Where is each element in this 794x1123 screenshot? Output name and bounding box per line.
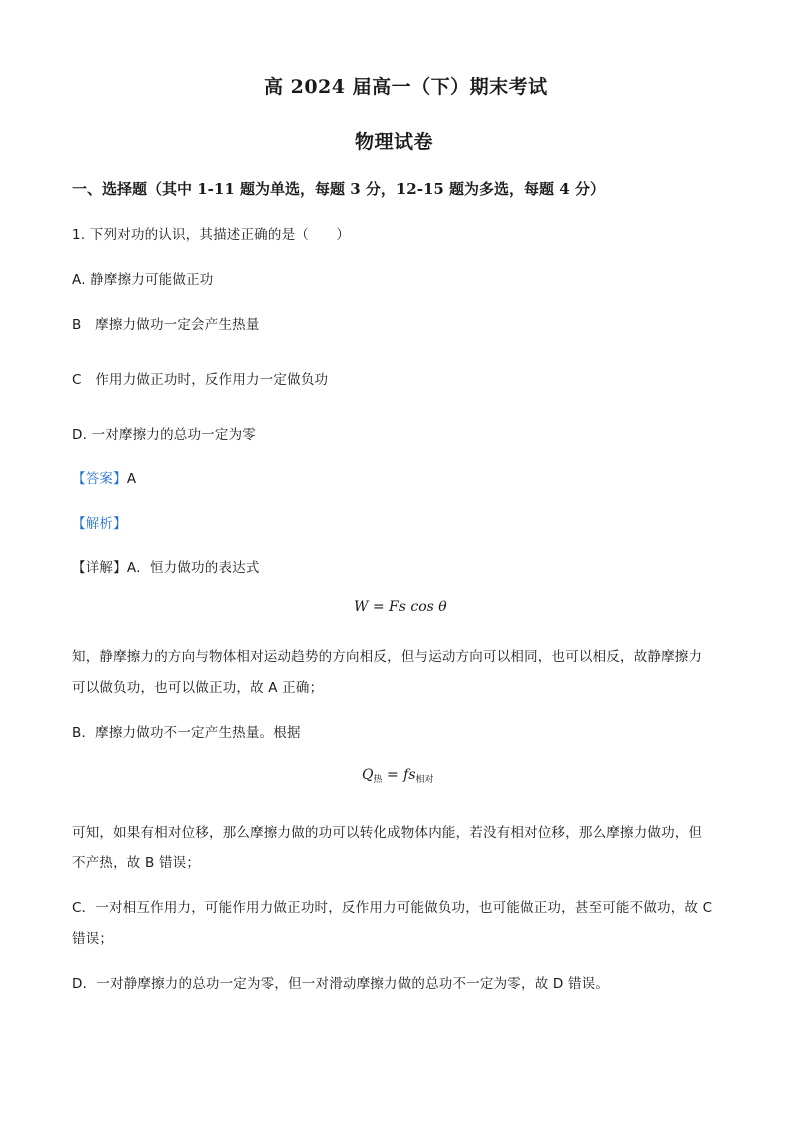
option-b: B 摩擦力做功一定会产生热量	[72, 317, 260, 333]
detail-line	[72, 556, 260, 576]
para-c-line1: C．一对相互作用力，可能作用力做正功时，反作用力可能做负功，也可能做正功，甚至可能不做功，故 C	[72, 900, 713, 916]
exam-title: 高 2024 届高一（下）期末考试	[264, 76, 548, 98]
para-a-line2: 可以做负功，也可以做正功，故 A 正确；	[72, 680, 324, 696]
detail-intro: A．恒力做功的表达式	[126, 560, 260, 576]
heat-formula	[362, 767, 434, 783]
answer-value: A	[126, 471, 137, 487]
exam-subtitle: 物理试卷	[355, 131, 434, 153]
heat-subscript: 热	[373, 775, 383, 785]
answer-tag: 【答案】	[72, 471, 127, 487]
option-a: A. 静摩擦力可能做正功	[72, 272, 214, 288]
para-b-intro: B．摩擦力做功不一定产生热量。根据	[72, 725, 301, 741]
section-heading: 一、选择题（其中 1-11 题为单选，每题 3 分，12-15 题为多选，每题 4 分）	[72, 180, 605, 198]
para-d: D．一对静摩擦力的总功一定为零，但一对滑动摩擦力做的总功不一定为零，故 D 错误。	[72, 976, 610, 992]
answer-line	[72, 467, 136, 487]
analysis-tag: 【解析】	[72, 516, 127, 532]
option-d: D. 一对摩擦力的总功一定为零	[72, 427, 256, 443]
relative-subscript: 相对	[415, 775, 434, 785]
para-a-line1: 知，静摩擦力的方向与物体相对运动趋势的方向相反，但与运动方向可以相同，也可以相反，故静摩擦力	[72, 649, 703, 665]
para-b-line1: 可知，如果有相对位移，那么摩擦力做的功可以转化成物体内能，若没有相对位移，那么摩擦力做功，但	[72, 825, 703, 841]
work-formula: W = Fs cos θ	[354, 599, 447, 615]
option-c: C 作用力做正功时，反作用力一定做负功	[72, 372, 329, 388]
detail-tag: 【详解】	[72, 560, 127, 576]
para-c-line2: 错误；	[72, 931, 114, 947]
heat-symbol: Q	[362, 767, 374, 783]
heat-equals: = fs	[382, 767, 416, 783]
para-b-line2: 不产热，故 B 错误；	[72, 855, 201, 871]
question-stem: 1. 下列对功的认识，其描述正确的是（ ）	[72, 227, 351, 243]
